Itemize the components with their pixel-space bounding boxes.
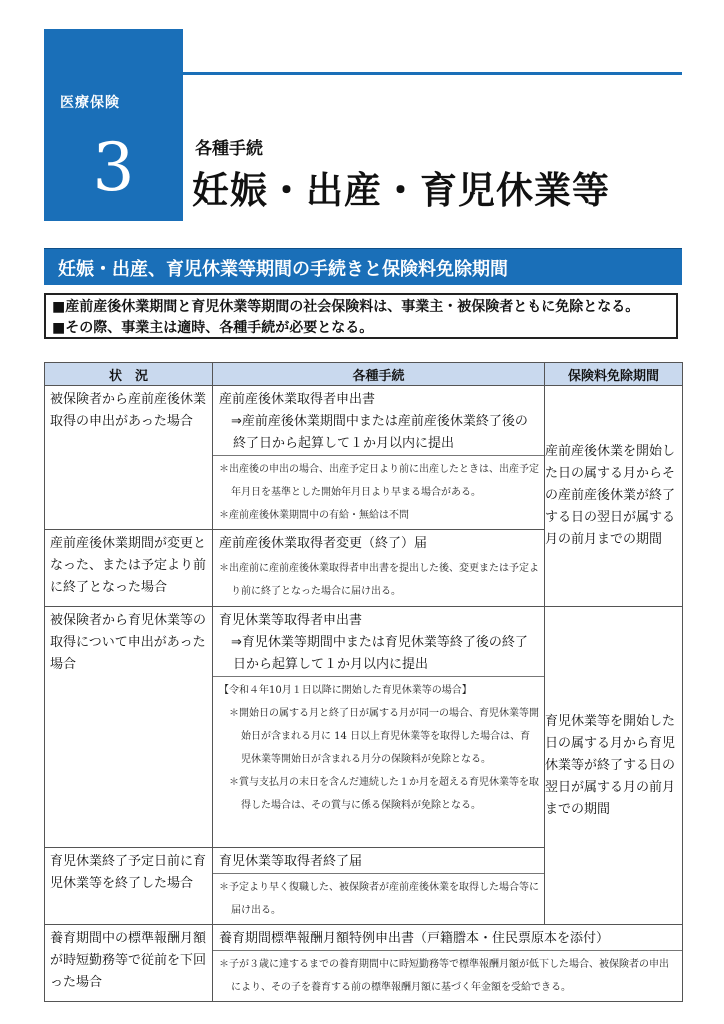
note-item: ＊賞与支払月の末日を含んだ連続した１か月を超える育児休業等を取得した場合は、その賞与に係る保険料が免除となる。 [229, 777, 539, 811]
procedure-detail: ⇒育児休業等期間中または育児休業等終了後の終了日から起算して１か月以内に提出 [231, 635, 528, 672]
note-item: ＊出産後の申出の場合、出産予定日より前に出産したときは、出産予定年月日を基準とした開始年月日より早まる場合がある。 [219, 464, 539, 498]
note-item: ＊産前産後休業期間中の有給・無給は不問 [219, 510, 409, 521]
situation-cell: 被保険者から産前産後休業取得の申出があった場合 [45, 386, 213, 530]
situation-cell: 産前産後休業期間が変更となった、または予定より前に終了となった場合 [45, 530, 213, 607]
table-row [45, 607, 683, 848]
section-heading-bar [44, 248, 682, 285]
procedure-name: 産前産後休業取得者変更（終了）届 [219, 536, 428, 551]
header-rule [183, 72, 682, 75]
notes [213, 676, 544, 819]
exemption-period-childcare: 育児休業等を開始した日の属する月から育児休業等が終了する日の翌日が属する月の前月までの期間 [545, 607, 683, 925]
procedure-cell [213, 925, 683, 1002]
page-subtitle: 各種手続 [195, 139, 263, 159]
page-title: 妊娠・出産・育児休業等 [192, 169, 610, 212]
situation-cell: 養育期間中の標準報酬月額が時短勤務等で従前を下回った場合 [45, 925, 213, 1002]
table-row [45, 386, 683, 530]
notes [213, 873, 544, 924]
col-header-exemption: 保険料免除期間 [545, 363, 683, 386]
procedure-name: 育児休業等取得者申出書 [219, 613, 363, 628]
notes [213, 950, 682, 1001]
procedure-cell [213, 530, 545, 607]
procedure-cell [213, 386, 545, 530]
table-header-row [45, 363, 683, 386]
category-label: 医療保険 [60, 95, 120, 111]
situation-cell: 被保険者から育児休業等の取得について申出があった場合 [45, 607, 213, 848]
notes [213, 555, 544, 605]
notes [213, 455, 544, 529]
procedure-detail: ⇒産前産後休業期間中または産前産後休業終了後の終了日から起算して１か月以内に提出 [231, 414, 528, 451]
procedure-name: 育児休業等取得者終了届 [219, 854, 363, 869]
procedures-table [44, 362, 683, 1002]
chapter-number: 3 [92, 129, 135, 206]
exemption-period-maternity: 産前産後休業を開始した日の属する月からその産前産後休業が終了する日の翌日が属する月の前月までの期間 [545, 386, 683, 607]
note-item: ＊開始日の属する月と終了日が属する月が同一の場合、育児休業等開始日が含まれる月に 14 日以上育児休業等を取得した場合は、育児休業等開始日が含まれる月分の保険料が免除となる。 [229, 708, 539, 765]
summary-box [44, 293, 678, 339]
summary-line-2: ■その際、事業主は適時、各種手続が必要となる。 [52, 320, 374, 336]
section-title: 妊娠・出産、育児休業等期間の手続きと保険料免除期間 [58, 259, 508, 280]
summary-line-1: ■産前産後休業期間と育児休業等期間の社会保険料は、事業主・被保険者ともに免除となる。 [52, 299, 640, 315]
col-header-procedure: 各種手続 [213, 363, 545, 386]
note-item: ＊予定より早く復職した、被保険者が産前産後休業を取得した場合等に届け出る。 [219, 882, 539, 916]
note-item: ＊出産前に産前産後休業取得者申出書を提出した後、変更または予定より前に終了となった場合に届け出る。 [219, 563, 539, 597]
procedure-name: 養育期間標準報酬月額特例申出書（戸籍謄本・住民票原本を添付） [219, 931, 610, 946]
procedure-cell [213, 607, 545, 848]
notes-title: 【令和４年10月１日以降に開始した育児休業等の場合】 [219, 685, 472, 696]
note-item: ＊子が３歳に達するまでの養育期間中に時短勤務等で標準報酬月額が低下した場合、被保険者の申出により、その子を養育する前の標準報酬月額に基づく年金額を受給できる。 [219, 959, 669, 993]
procedure-cell [213, 848, 545, 925]
col-header-situation: 状 況 [45, 363, 213, 386]
situation-cell: 育児休業終了予定日前に育児休業等を終了した場合 [45, 848, 213, 925]
table-row [45, 925, 683, 1002]
procedure-name: 産前産後休業取得者申出書 [219, 392, 376, 407]
